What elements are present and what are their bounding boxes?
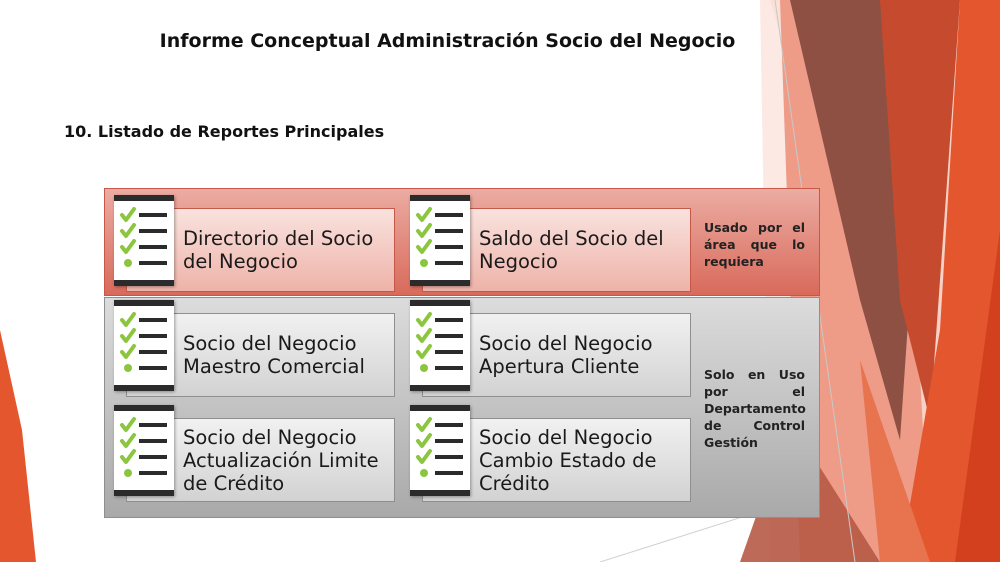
checklist-icon-graphic (114, 195, 174, 286)
checklist-icon-graphic (410, 300, 470, 391)
report-label: Socio del Negocio Actualización Limite de Crédito (183, 425, 379, 495)
report-label: Socio del Negocio Apertura Cliente (479, 332, 653, 378)
report-label: Socio del Negocio Cambio Estado de Crédito (479, 425, 657, 495)
checklist-icon (114, 195, 174, 286)
checklist-icon (114, 300, 174, 391)
general-usage-note: Usado por el área que lo requiera (704, 220, 805, 269)
checklist-icon (114, 405, 174, 496)
checklist-icon-graphic (410, 195, 470, 286)
checklist-icon (410, 195, 470, 286)
checklist-icon-graphic (114, 405, 174, 496)
section-heading: 10. Listado de Reportes Principales (64, 122, 385, 141)
deco-left-accent (0, 330, 36, 562)
report-label: Saldo del Socio del Negocio (479, 227, 664, 273)
checklist-icon (410, 300, 470, 391)
control-usage-note: Solo en Uso por el Departamento de Control Gestión (704, 367, 806, 450)
report-label: Directorio del Socio del Negocio (183, 227, 374, 273)
checklist-icon (410, 405, 470, 496)
report-label: Socio del Negocio Maestro Comercial (183, 332, 365, 378)
slide-title: Informe Conceptual Administración Socio del Negocio (159, 30, 736, 52)
checklist-icon-graphic (114, 300, 174, 391)
checklist-icon-graphic (410, 405, 470, 496)
